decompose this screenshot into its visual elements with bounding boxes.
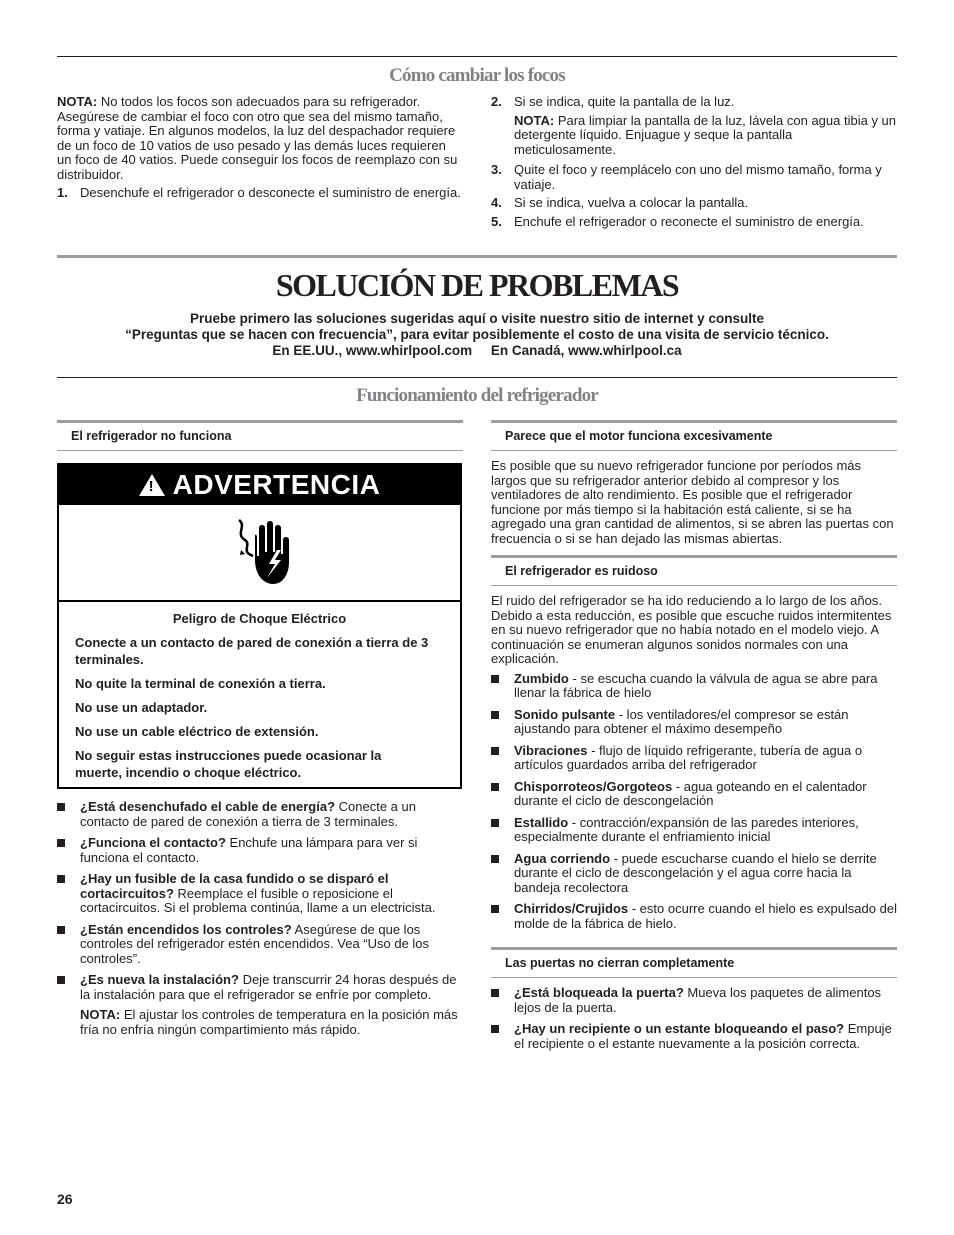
noise-name: Sonido pulsante xyxy=(514,706,616,722)
bulbs-step-text: Enchufe el refrigerador o reconecte el suministro de energía. xyxy=(514,213,864,229)
noise-item xyxy=(491,708,897,737)
bulbs-step2-note-label: NOTA: xyxy=(514,112,555,128)
intro-line-1: Pruebe primero las soluciones sugeridas aquí o visite nuestro sitio de internet y consulte xyxy=(190,311,764,326)
checklist-question: ¿Está desenchufado el cable de energía? xyxy=(80,799,336,814)
noise-text: El ruido del refrigerador se ha ido reduciendo a lo largo de los años. Debido a esta reducción, es posible que escuche ruidos intermitentes en su nuevo refrigerador que no había notado en el modelo viejo. A continuación se enumeran algunos sonidos normales con una explicación. xyxy=(491,593,892,666)
warning-title: ADVERTENCIA xyxy=(172,468,381,500)
bulbs-step xyxy=(491,196,897,211)
noise-item xyxy=(491,672,897,701)
checklist-item xyxy=(57,836,463,865)
troubleshooting-title: SOLUCIÓN DE PROBLEMAS xyxy=(275,267,679,303)
noise-desc: - agua goteando en el calentador durante el ciclo de descongelación xyxy=(514,778,867,808)
functioning-rule xyxy=(57,377,897,378)
bullet-square-icon xyxy=(491,783,499,791)
checklist-item xyxy=(57,973,463,1002)
checklist-question: ¿Es nueva la instalación? xyxy=(80,972,239,987)
checklist-question: ¿Funciona el contacto? xyxy=(80,835,226,850)
left-heading-top-rule xyxy=(57,420,463,423)
intro-line-2: “Preguntas que se hacen con frecuencia”, para evitar posiblemente el costo de una visita de servicio técnico. xyxy=(125,327,829,342)
checklist-question: ¿Están encendidos los controles? xyxy=(80,921,292,937)
bulbs-step xyxy=(491,163,897,192)
noise-name: Vibraciones xyxy=(514,742,588,758)
motor-text: Es posible que su nuevo refrigerador funcione por períodos más largos que su refrigerador anterior debido al compresor y los ventiladores de alto rendimiento. Es posible que el refrigerador funcione por más tiempo si la habitación está caliente, si se ha agregado una gran cantidad de alimentos, si se abren las puertas con frecuencia o si se han dejado las mismas abiertas. xyxy=(491,458,894,546)
noise-list xyxy=(491,672,897,932)
bullet-square-icon xyxy=(57,839,65,847)
left-heading-bottom-rule xyxy=(57,450,463,451)
checklist-item xyxy=(57,800,463,829)
noise-item xyxy=(491,816,897,845)
bulbs-step xyxy=(491,215,897,230)
electric-shock-hand-icon xyxy=(233,516,293,588)
doors-heading-bottom-rule xyxy=(491,977,897,978)
noise-heading-top-rule xyxy=(491,555,897,558)
doors-question: ¿Está bloqueada la puerta? xyxy=(514,985,684,1000)
warning-box xyxy=(57,463,462,789)
bulbs-step-text: Desenchufe el refrigerador o desconecte el suministro de energía. xyxy=(80,185,461,200)
noise-section xyxy=(491,594,897,938)
bulbs-step-text: Si se indica, quite la pantalla de la luz. xyxy=(514,94,735,109)
checklist-answer: Deje transcurrir 24 horas después de la instalación para que el refrigerador se enfríe por completo. xyxy=(80,972,457,1002)
bullet-square-icon xyxy=(491,1025,499,1033)
top-rule xyxy=(57,56,897,57)
doors-question: ¿Hay un recipiente o un estante bloqueando el paso? xyxy=(514,1021,845,1036)
bulbs-note-label: NOTA: xyxy=(57,94,98,109)
noise-heading-bottom-rule xyxy=(491,585,897,586)
checklist-answer: Enchufe una lámpara para ver si funciona el contacto. xyxy=(80,835,418,865)
doors-answer: Empuje el recipiente o el estante nuevamente a la posición correcta. xyxy=(514,1021,892,1051)
bulbs-step xyxy=(57,186,462,201)
doors-heading-top-rule xyxy=(491,947,897,950)
troubleshooting-top-rule xyxy=(57,255,897,258)
noise-desc: - flujo de líquido refrigerante, tubería de agua o artículos guardados arriba del refrigerador xyxy=(514,742,863,772)
final-note-label: NOTA: xyxy=(80,1007,121,1022)
doors-item xyxy=(491,986,897,1015)
noise-desc: - los ventiladores/el compresor se están ajustando para obtener el máximo desempeño xyxy=(514,706,849,736)
bulbs-section-title: Cómo cambiar los focos xyxy=(389,65,565,86)
warning-line: Conecte a un contacto de pared de conexión a tierra de 3 terminales. xyxy=(75,635,429,667)
intro-line-3: En EE.UU., www.whirlpool.com En Canadá, www.whirlpool.ca xyxy=(272,343,682,358)
motor-heading-top-rule xyxy=(491,420,897,423)
not-working-checklist xyxy=(57,800,463,1037)
noise-name: Agua corriendo xyxy=(514,850,611,866)
noise-item xyxy=(491,780,897,809)
bulbs-left-column xyxy=(57,95,462,205)
warning-line: No quite la terminal de conexión a tierra. xyxy=(75,676,326,691)
bulbs-step-number: 4. xyxy=(491,195,502,210)
bullet-square-icon xyxy=(57,976,65,984)
bulbs-step-number: 1. xyxy=(57,185,68,200)
bullet-square-icon xyxy=(57,875,65,883)
bullet-square-icon xyxy=(491,855,499,863)
checklist-answer: Conecte a un contacto de pared de conexión a tierra de 3 terminales. xyxy=(80,799,416,829)
checklist-item xyxy=(57,923,463,967)
noise-item xyxy=(491,744,897,773)
noise-item xyxy=(491,852,897,896)
bulbs-step-number: 3. xyxy=(491,162,502,177)
bullet-square-icon xyxy=(491,905,499,913)
checklist-answer: Asegúrese de que los controles del refrigerador estén encendidos. Vea “Uso de los controles”. xyxy=(80,921,430,966)
checklist-answer: Reemplace el fusible o reposicione el cortacircuitos. Si el problema continúa, llame a un electricista. xyxy=(80,885,436,915)
noise-name: Zumbido xyxy=(514,670,569,686)
warning-text xyxy=(59,602,460,781)
bullet-square-icon xyxy=(57,803,65,811)
doors-item xyxy=(491,1022,897,1051)
noise-name: Chisporroteos/Gorgoteos xyxy=(514,778,673,794)
bullet-square-icon xyxy=(491,819,499,827)
functioning-subtitle: Funcionamiento del refrigerador xyxy=(356,385,598,406)
bulbs-step2-note xyxy=(514,114,897,158)
checklist-question: ¿Hay un fusible de la casa fundido o se disparó el cortacircuitos? xyxy=(80,871,389,901)
noise-desc: - se escucha cuando la válvula de agua se abre para llenar la fábrica de hielo xyxy=(514,670,878,700)
noise-heading: El refrigerador es ruidoso xyxy=(505,564,658,578)
bulbs-note-text: No todos los focos son adecuados para su refrigerador. Asegúrese de cambiar el foco con otro que sea del mismo tamaño, forma y vatiaje. En algunos modelos, la luz del despachador requiere de un foco de 10 vatios de uso pesado y las demás luces requieren un foco de 40 vatios. Puede conseguir los focos de reemplazo con su distribuidor. xyxy=(57,94,458,182)
warning-hazard: Peligro de Choque Eléctrico xyxy=(172,611,347,626)
noise-desc: - esto ocurre cuando el hielo es expulsado del molde de la fábrica de hielo. xyxy=(514,901,897,931)
page-number: 26 xyxy=(57,1191,73,1207)
bulbs-note xyxy=(57,95,462,182)
warning-line: No use un cable eléctrico de extensión. xyxy=(75,724,319,739)
noise-name: Estallido xyxy=(514,814,569,830)
noise-desc: - contracción/expansión de las paredes interiores, especialmente durante el enfriamiento inicial xyxy=(514,814,859,844)
noise-item xyxy=(491,902,897,931)
bulbs-step-number: 5. xyxy=(491,213,502,229)
bulbs-step xyxy=(491,95,897,110)
bullet-square-icon xyxy=(491,747,499,755)
doors-heading: Las puertas no cierran completamente xyxy=(505,956,735,970)
not-working-heading: El refrigerador no funciona xyxy=(71,429,232,443)
warning-header xyxy=(59,465,460,505)
noise-desc: - puede escucharse cuando el hielo se derrite durante el ciclo de descongelación y el agua corre hacia la bandeja recolectora xyxy=(514,850,877,895)
warning-line: No use un adaptador. xyxy=(75,700,208,715)
motor-heading-bottom-rule xyxy=(491,450,897,451)
bulbs-right-column xyxy=(491,95,897,233)
bullet-square-icon xyxy=(491,711,499,719)
motor-heading: Parece que el motor funciona excesivamente xyxy=(505,429,773,443)
doors-list xyxy=(491,986,897,1058)
doors-answer: Mueva los paquetes de alimentos lejos de la puerta. xyxy=(514,985,882,1015)
checklist-item xyxy=(57,872,463,916)
warning-line: No seguir estas instrucciones puede ocasionar la muerte, incendio o choque eléctrico. xyxy=(75,748,382,780)
bulbs-steps-left xyxy=(57,186,462,201)
electric-shock-icon-area xyxy=(59,505,460,602)
bulbs-step-number: 2. xyxy=(491,94,502,109)
noise-name: Chirridos/Crujidos xyxy=(514,901,629,916)
bulbs-step2-note-text: Para limpiar la pantalla de la luz, lávela con agua tibia y un detergente líquido. Enjuague y seque la pantalla meticulosamente. xyxy=(514,112,897,157)
final-note-text: El ajustar los controles de temperatura en la posición más fría no enfría ningún compartimiento más rápido. xyxy=(80,1007,458,1037)
bullet-square-icon xyxy=(491,675,499,683)
bulbs-step-text: Quite el foco y reemplácelo con uno del mismo tamaño, forma y vatiaje. xyxy=(514,162,882,192)
troubleshooting-intro xyxy=(57,311,897,359)
warning-triangle-icon: ! xyxy=(139,474,165,496)
bullet-square-icon xyxy=(57,926,65,934)
bullet-square-icon xyxy=(491,989,499,997)
final-note xyxy=(57,1008,463,1037)
bulbs-step-text: Si se indica, vuelva a colocar la pantalla. xyxy=(514,195,749,210)
